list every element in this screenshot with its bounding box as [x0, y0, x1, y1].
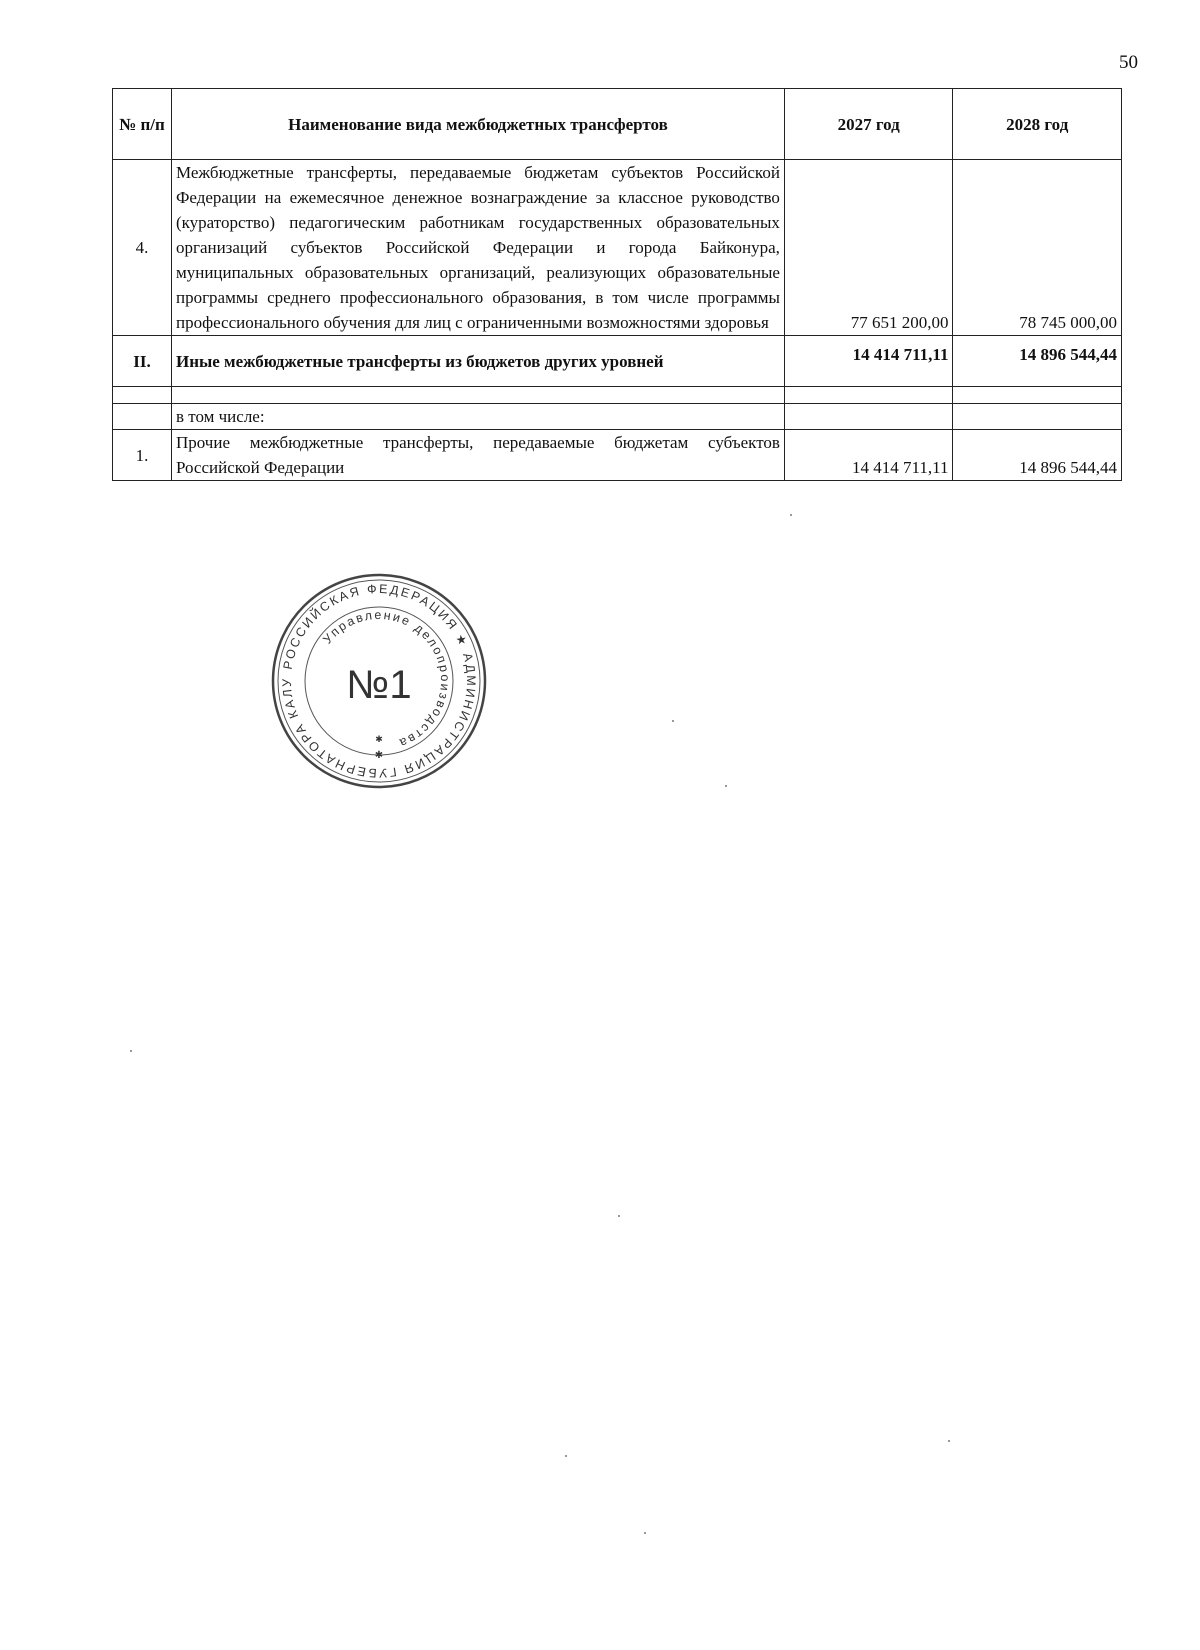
page-number: 50 — [1119, 52, 1138, 73]
seal-outer-text: РОССИЙСКАЯ ФЕДЕРАЦИЯ ★ АДМИНИСТРАЦИЯ ГУБЕРНАТОРА КАЛУ — [279, 581, 479, 781]
row-4-year-2027: 77 651 200,00 — [784, 160, 953, 336]
table-row — [113, 336, 1122, 387]
official-seal — [268, 570, 490, 792]
seal-center: №1 — [346, 663, 412, 707]
row-1-year-2028: 14 896 544,44 — [953, 430, 1122, 481]
table-row — [113, 404, 1122, 430]
table-row — [113, 430, 1122, 481]
row-4-name: Межбюджетные трансферты, передаваемые бюджетам субъектов Российской Федерации на ежемесячное денежное вознаграждение за классное руководство (кураторство) педагогическим работникам государственных образовательных организаций субъектов Российской Федерации и города Байконура, муниципальных образовательных организаций, реализующих образовательные программы среднего профессионального образования, в том числе программы профессионального обучения для лиц с ограниченными возможностями здоровья — [171, 160, 784, 336]
svg-text:✱: ✱ — [374, 750, 384, 761]
seal-inner-text: Управление делопроизводства — [320, 607, 453, 751]
row-1-num: 1. — [113, 430, 172, 481]
section-2-year-2027: 14 414 711,11 — [784, 336, 953, 387]
header-year-2027: 2027 год — [784, 89, 953, 160]
table-row — [113, 387, 1122, 404]
row-4-num: 4. — [113, 160, 172, 336]
table-header-row — [113, 89, 1122, 160]
section-2-name: Иные межбюджетные трансферты из бюджетов других уровней — [171, 336, 784, 387]
header-year-2028: 2028 год — [953, 89, 1122, 160]
section-2-num: II. — [113, 336, 172, 387]
row-1-name: Прочие межбюджетные трансферты, передаваемые бюджетам субъектов Российской Федерации — [171, 430, 784, 481]
transfers-table — [112, 88, 1122, 481]
seal-icon — [268, 570, 490, 792]
including-label: в том числе: — [171, 404, 784, 430]
header-num: № п/п — [113, 89, 172, 160]
section-2-year-2028: 14 896 544,44 — [953, 336, 1122, 387]
table-row — [113, 160, 1122, 336]
header-name: Наименование вида межбюджетных трансфертов — [171, 89, 784, 160]
svg-text:✱: ✱ — [375, 734, 383, 744]
row-1-year-2027: 14 414 711,11 — [784, 430, 953, 481]
row-4-year-2028: 78 745 000,00 — [953, 160, 1122, 336]
